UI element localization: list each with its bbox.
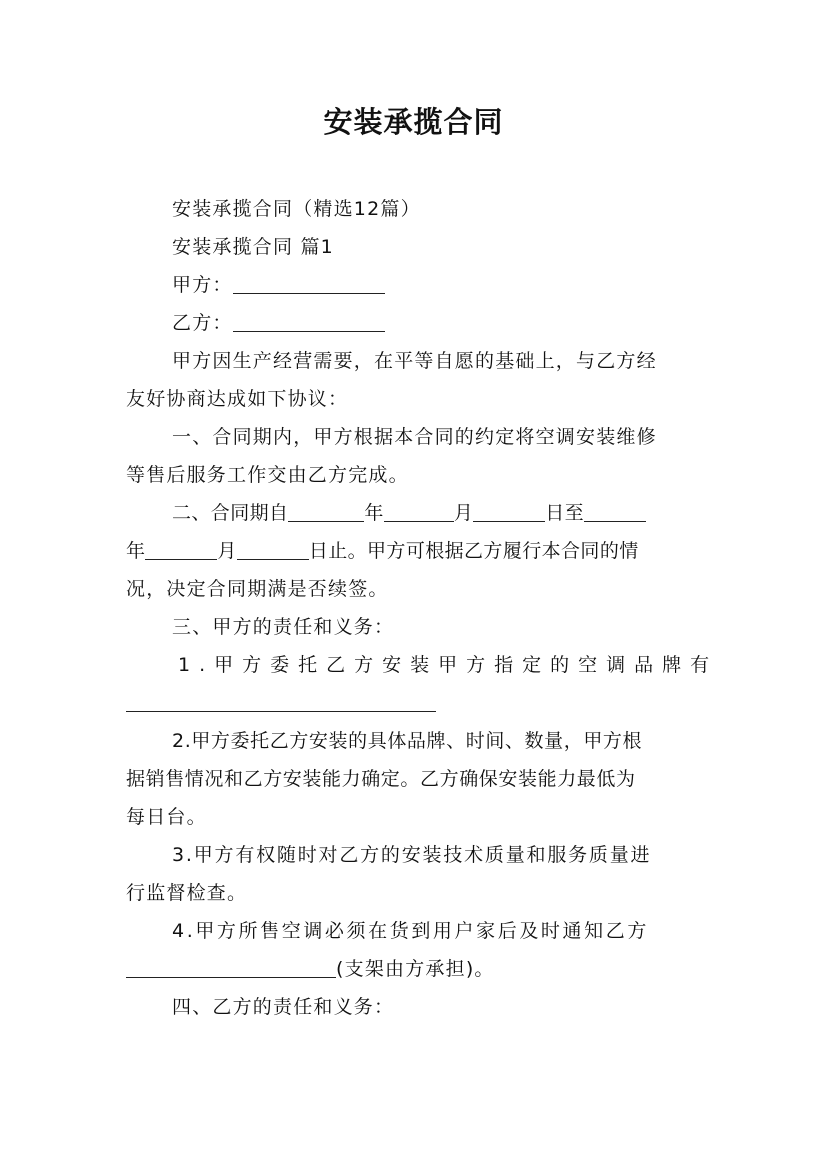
start-year-blank bbox=[288, 499, 364, 522]
brand-blank bbox=[126, 689, 436, 712]
notify-blank bbox=[126, 955, 336, 978]
bracket-note: (支架由方承担)。 bbox=[336, 958, 495, 980]
end-month-blank bbox=[145, 537, 217, 560]
clause1-line-1: 一、合同期内，甲方根据本合同的约定将空调安装维修 bbox=[172, 426, 657, 448]
clause3-title: 三、甲方的责任和义务： bbox=[172, 616, 395, 638]
party-a-line bbox=[126, 266, 702, 304]
month2-label: 月 bbox=[217, 540, 237, 562]
clause2-line-3: 况，决定合同期满是否续签。 bbox=[126, 578, 389, 600]
clause3-item3-line-2: 行监督检查。 bbox=[126, 882, 248, 904]
month-label: 月 bbox=[453, 502, 474, 524]
clause3-item1: 1.甲方委托乙方安装甲方指定的空调品牌有 bbox=[178, 654, 719, 676]
start-month-blank bbox=[384, 499, 454, 522]
document-title: 安装承揽合同 bbox=[323, 105, 504, 139]
clause3-item3-line-1: 3.甲方有权随时对乙方的安装技术质量和服务质量进 bbox=[172, 844, 652, 866]
intro-line-1: 甲方因生产经营需要，在平等自愿的基础上，与乙方经 bbox=[172, 350, 657, 372]
party-b-label: 乙方： bbox=[172, 312, 233, 334]
clause2-end-text: 日止。甲方可根据乙方履行本合同的情 bbox=[308, 540, 639, 562]
clause3-item2-line-3: 每日台。 bbox=[126, 806, 207, 828]
clause2-line-2 bbox=[126, 532, 702, 570]
party-b-line bbox=[126, 304, 702, 342]
intro-line-2: 友好协商达成如下协议： bbox=[126, 388, 349, 410]
clause3-item4-line-2 bbox=[126, 950, 702, 988]
document-body bbox=[126, 190, 719, 1026]
clause3-item4-line-1: 4.甲方所售空调必须在货到用户家后及时通知乙方 bbox=[172, 920, 649, 942]
party-b-blank bbox=[233, 309, 385, 332]
clause3-item2-line-2: 据销售情况和乙方安装能力确定。乙方确保安装能力最低为 bbox=[126, 768, 636, 790]
year2-label: 年 bbox=[126, 540, 146, 562]
subtitle: 安装承揽合同（精选12篇） bbox=[172, 198, 421, 220]
section-title: 安装承揽合同 篇1 bbox=[172, 236, 334, 258]
clause2-label: 二、合同期自 bbox=[172, 502, 289, 524]
start-day-blank bbox=[473, 499, 545, 522]
end-day-blank bbox=[237, 537, 309, 560]
end-year-blank bbox=[584, 499, 646, 522]
year-label: 年 bbox=[364, 502, 384, 524]
day-to-label: 日至 bbox=[545, 502, 585, 524]
party-a-label: 甲方： bbox=[172, 274, 233, 296]
clause1-line-2: 等售后服务工作交由乙方完成。 bbox=[126, 464, 409, 486]
clause4-title: 四、乙方的责任和义务： bbox=[172, 996, 395, 1018]
clause3-item2-line-1: 2.甲方委托乙方安装的具体品牌、时间、数量，甲方根 bbox=[172, 730, 643, 752]
clause2-line-1 bbox=[126, 494, 702, 532]
clause3-item1-blank-line bbox=[126, 684, 702, 722]
party-a-blank bbox=[233, 271, 385, 294]
